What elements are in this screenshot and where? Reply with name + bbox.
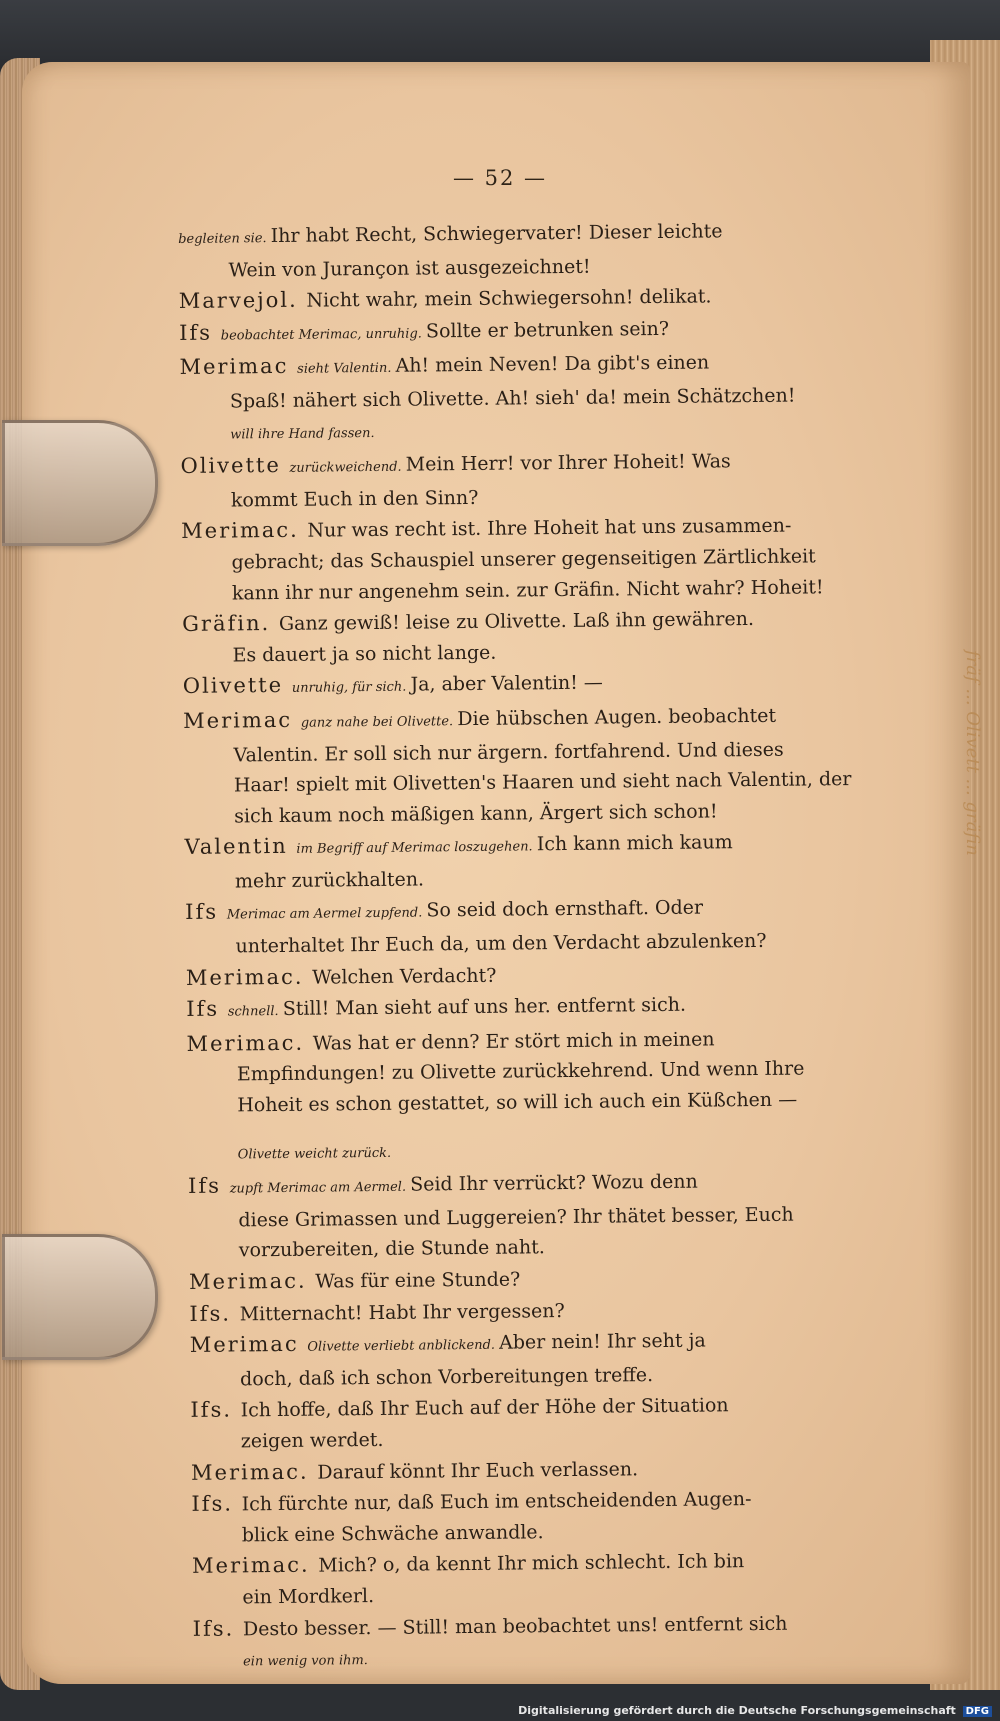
speaker-name: Valentin bbox=[184, 834, 297, 860]
play-text bbox=[178, 215, 873, 1679]
speaker-name: Olivette bbox=[182, 673, 292, 699]
dialogue-text: Valentin. Er soll sich nur ärgern. fortfahrend. Und dieses bbox=[233, 738, 784, 766]
dialogue-text: Was für eine Stunde? bbox=[315, 1268, 521, 1293]
speaker-name: Merimac. bbox=[186, 1030, 313, 1056]
speaker-name: Merimac bbox=[183, 707, 301, 733]
speaker-name: Marvejol. bbox=[178, 287, 307, 314]
dialogue-text: Sollte er betrunken sein? bbox=[425, 317, 670, 343]
dialogue-text: kann ihr nur angenehm sein. zur Gräfin. Nicht wahr? Hoheit! bbox=[231, 575, 824, 604]
dialogue-text: Darauf könnt Ihr Euch verlassen. bbox=[317, 1457, 639, 1484]
dialogue-text: vorzubereiten, die Stunde naht. bbox=[238, 1236, 545, 1262]
dialogue-text: Spaß! nähert sich Olivette. Ah! sieh' da! mein Schätzchen! bbox=[229, 384, 796, 413]
dialogue-text: Nicht wahr, mein Schwiegersohn! delikat. bbox=[306, 285, 712, 312]
dialogue-text: Ihr habt Recht, Schwiegervater! Dieser leichte bbox=[270, 220, 723, 248]
speaker-name: Merimac. bbox=[181, 518, 308, 544]
stage-direction: Olivette verliebt anblickend. bbox=[307, 1337, 500, 1355]
dialogue-text: Empfindungen! zu Olivette zurückkehrend. Und wenn Ihre bbox=[236, 1057, 805, 1086]
dialogue-text: So seid doch ernsthaft. Oder bbox=[426, 897, 704, 922]
dialogue-text: Ganz gewiß! leise zu Olivette. Laß ihn gewähren. bbox=[278, 608, 755, 636]
dialogue-text: mehr zurückhalten. bbox=[234, 868, 425, 893]
speaker-name: Merimac bbox=[179, 354, 298, 380]
dialogue-text: Die hübschen Augen. beobachtet bbox=[457, 704, 777, 731]
dialogue-text: Mitternacht! Habt Ihr vergessen? bbox=[239, 1299, 565, 1326]
stage-direction: Olivette weicht zurück. bbox=[237, 1145, 392, 1163]
speaker-name: Ifs bbox=[186, 996, 228, 1022]
dialogue-text: Ja, aber Valentin! — bbox=[410, 671, 603, 696]
speaker-name: Merimac. bbox=[190, 1459, 318, 1485]
dialogue-text: Wein von Jurançon ist ausgezeichnet! bbox=[228, 255, 591, 282]
dialogue-text: Still! Man sieht auf uns her. entfernt sich. bbox=[282, 993, 687, 1021]
stage-direction: unruhig, für sich. bbox=[291, 679, 411, 697]
dialogue-text: ein Mordkerl. bbox=[242, 1584, 375, 1609]
speaker-name: Ifs. bbox=[189, 1301, 240, 1326]
scanner-background bbox=[0, 0, 1000, 70]
stage-direction: will ihre Hand fassen. bbox=[230, 425, 375, 443]
dialogue-text: Hoheit es schon gestattet, so will ich auch ein Küßchen — bbox=[237, 1088, 798, 1117]
dialogue-text: Was hat er denn? Er stört mich in meinen bbox=[312, 1028, 715, 1055]
speaker-name: Ifs. bbox=[192, 1615, 244, 1641]
stage-direction: sieht Valentin. bbox=[297, 361, 396, 378]
dialogue-text: Mein Herr! vor Ihrer Hoheit! Was bbox=[405, 450, 731, 476]
dialogue-text: Ich hoffe, daß Ihr Euch auf der Höhe der Situation bbox=[240, 1394, 729, 1422]
dialogue-text: Es dauert ja so nicht lange. bbox=[232, 641, 497, 667]
dialogue-text: Ich kann mich kaum bbox=[536, 831, 733, 856]
stage-direction: ein wenig von ihm. bbox=[243, 1653, 368, 1670]
speaker-name: Gräfin. bbox=[182, 611, 280, 637]
speaker-name: Olivette bbox=[180, 453, 290, 479]
dialogue-text: sich kaum noch mäßigen kann, Ärgert sich schon! bbox=[234, 800, 718, 828]
speaker-name: Ifs bbox=[179, 320, 221, 345]
speaker-name: Merimac bbox=[189, 1331, 308, 1358]
speaker-name: Ifs. bbox=[190, 1397, 241, 1423]
speaker-name: Ifs bbox=[185, 899, 227, 925]
text-line bbox=[193, 1638, 873, 1679]
speaker-name: Merimac. bbox=[188, 1268, 316, 1294]
dialogue-text: gebracht; das Schauspiel unserer gegenseitigen Zärtlichkeit bbox=[231, 545, 816, 574]
dialogue-text: Aber nein! Ihr seht ja bbox=[498, 1329, 706, 1354]
dialogue-text: Ich fürchte nur, daß Euch im entscheidenden Augen- bbox=[241, 1488, 752, 1516]
stage-direction: im Begriff auf Merimac loszugehen. bbox=[296, 839, 537, 858]
page-number: — 52 — bbox=[452, 166, 548, 190]
dialogue-text: diese Grimassen und Luggereien? Ihr thätet besser, Euch bbox=[238, 1203, 794, 1232]
stage-direction: zurückweichend. bbox=[289, 459, 406, 477]
dfg-footer bbox=[518, 1704, 992, 1717]
footer-text: Digitalisierung gefördert durch die Deutsche Forschungsgemeinschaft bbox=[518, 1704, 956, 1717]
speaker-name: Merimac. bbox=[191, 1552, 319, 1579]
speaker-name: Merimac. bbox=[185, 964, 313, 990]
book-clip-top bbox=[2, 420, 158, 546]
stage-direction: Merimac am Aermel zupfend. bbox=[226, 905, 427, 923]
dialogue-text: Seid Ihr verrückt? Wozu denn bbox=[410, 1170, 698, 1196]
dialogue-text: blick eine Schwäche anwandle. bbox=[241, 1520, 544, 1547]
margin-handwriting: fräf ... Olivett ... gräfin bbox=[962, 650, 983, 856]
stage-direction: begleiten sie. bbox=[178, 231, 271, 247]
stage-direction: zupft Merimac am Aermel. bbox=[229, 1179, 411, 1197]
dialogue-text: Desto besser. — Still! man beobachtet uns! entfernt sich bbox=[242, 1612, 788, 1640]
dialogue-text: doch, daß ich schon Vorbereitungen treffe. bbox=[240, 1363, 654, 1391]
dfg-logo: DFG bbox=[963, 1706, 992, 1717]
dialogue-text: unterhaltet Ihr Euch da, um den Verdacht abzulenken? bbox=[235, 929, 767, 958]
book-clip-bottom bbox=[2, 1234, 158, 1360]
dialogue-text: kommt Euch in den Sinn? bbox=[230, 486, 479, 512]
speaker-name: Ifs. bbox=[191, 1491, 242, 1517]
stage-direction: ganz nahe bei Olivette. bbox=[300, 714, 458, 731]
dialogue-text: zeigen werdet. bbox=[240, 1428, 384, 1453]
speaker-name: Ifs bbox=[187, 1173, 230, 1199]
dialogue-text: Haar! spielt mit Olivetten's Haaren und sieht nach Valentin, der bbox=[233, 768, 852, 797]
stage-direction: beobachtet Merimac, unruhig. bbox=[220, 326, 427, 344]
dialogue-text: Welchen Verdacht? bbox=[312, 964, 497, 989]
stage-direction: schnell. bbox=[227, 1004, 283, 1020]
dialogue-text: Ah! mein Neven! Da gibt's einen bbox=[395, 351, 710, 378]
dialogue-text: Mich? o, da kennt Ihr mich schlecht. Ich bin bbox=[318, 1550, 745, 1577]
dialogue-text: Nur was recht ist. Ihre Hoheit hat uns zusammen- bbox=[307, 514, 792, 543]
